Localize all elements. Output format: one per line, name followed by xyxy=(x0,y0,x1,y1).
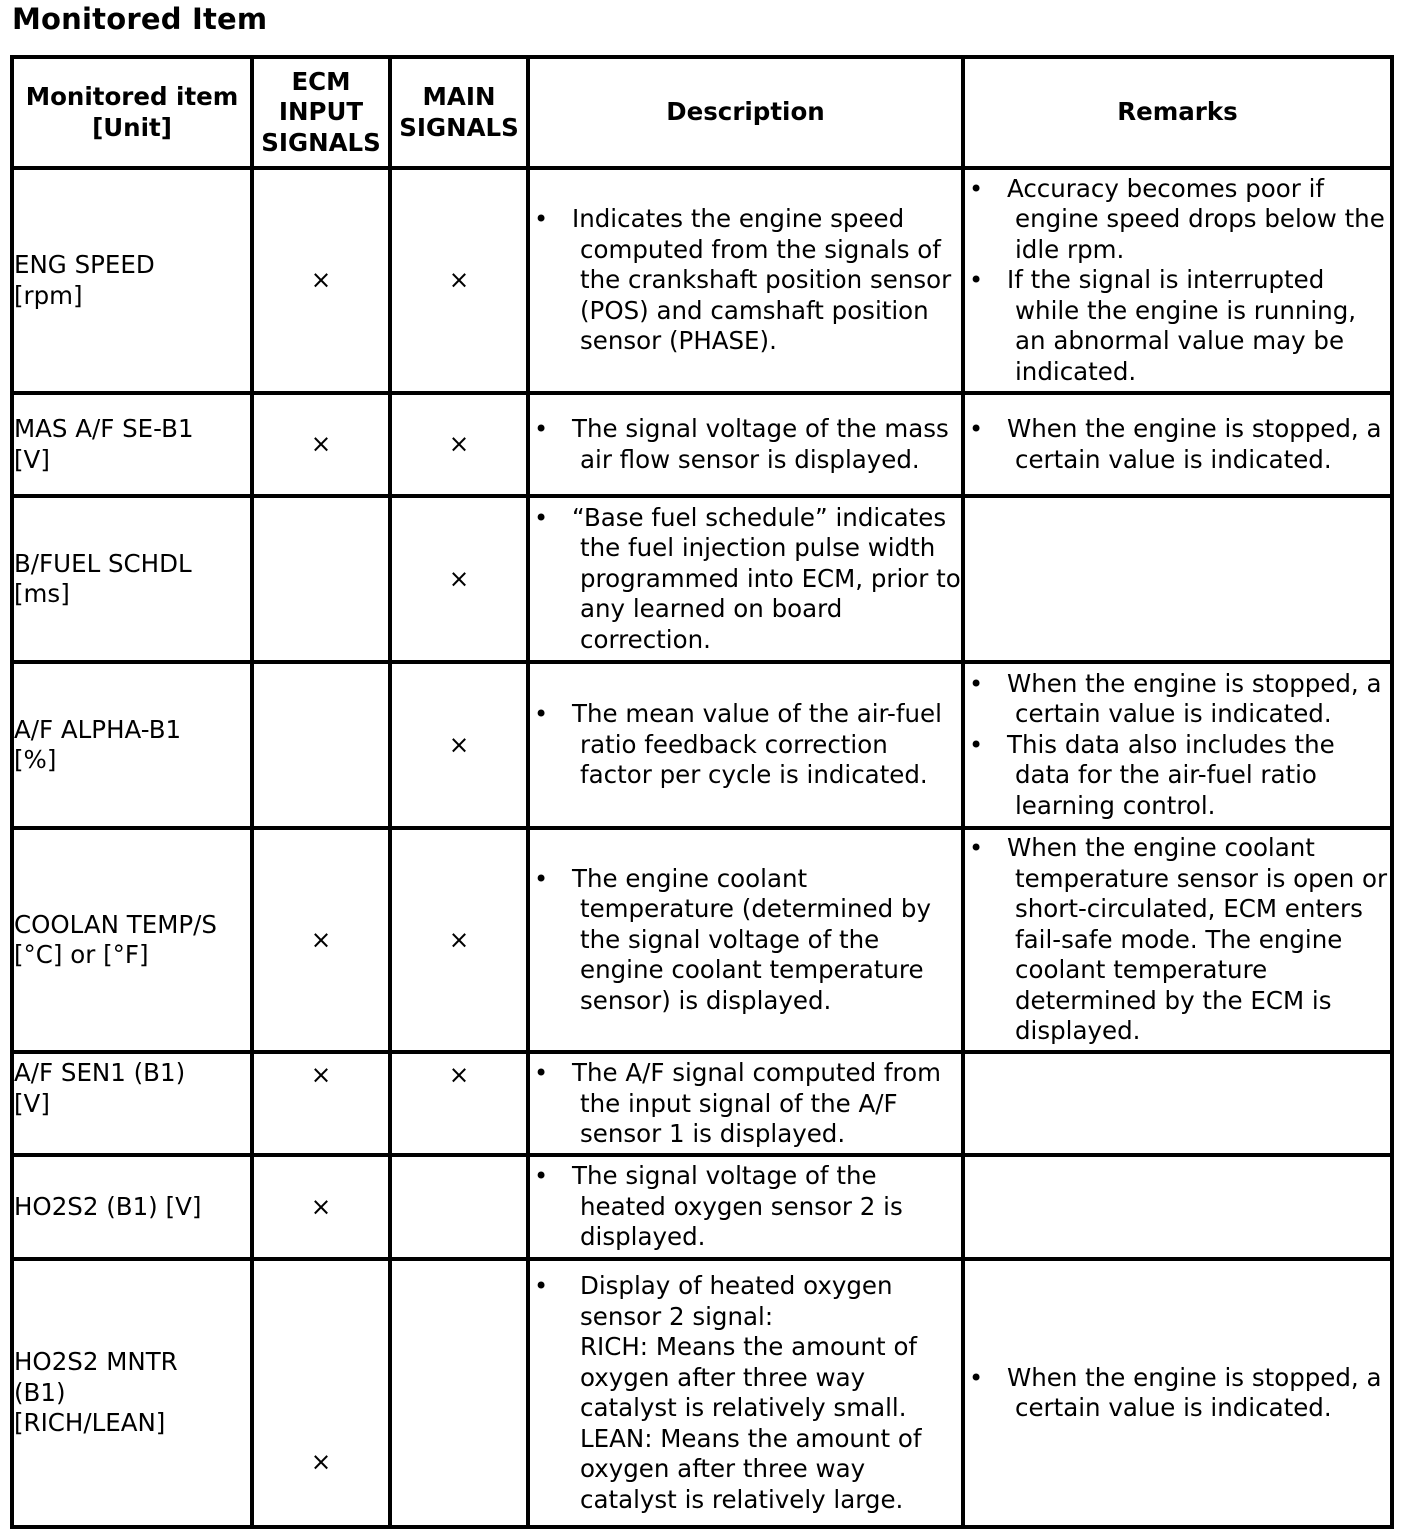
remark-bullet: • When the engine is stopped, a certain value is indicated. xyxy=(965,414,1390,475)
main-signal-mark: × xyxy=(390,662,528,828)
remark-bullet: • This data also includes the data for the air-fuel ratio learning control. xyxy=(965,730,1390,822)
monitored-item-cell xyxy=(12,496,252,662)
table-row xyxy=(12,828,1392,1052)
ecm-input-mark: × xyxy=(252,1155,390,1259)
ecm-input-mark: × xyxy=(252,1052,390,1155)
description-bullet: • “Base fuel schedule” indicates the fuel injection pulse width programmed into ECM, prior to any learned on board correction. xyxy=(530,503,961,656)
ecm-input-mark: × xyxy=(252,1259,390,1527)
description-bullet: • The signal voltage of the heated oxygen sensor 2 is displayed. xyxy=(530,1161,961,1253)
remarks-cell xyxy=(963,828,1392,1052)
remark-bullet: • Accuracy becomes poor if engine speed drops below the idle rpm. xyxy=(965,174,1390,266)
header-monitored-item xyxy=(12,57,252,168)
item-unit: [V] xyxy=(14,444,50,474)
description-cell xyxy=(528,393,963,496)
remarks-cell xyxy=(963,1155,1392,1259)
item-name: HO2S2 (B1) [V] xyxy=(14,1191,202,1221)
main-signal-mark xyxy=(390,1155,528,1259)
header-item-line1: Monitored item xyxy=(25,82,239,111)
header-item-line2: [Unit] xyxy=(92,112,172,142)
header-main-line2: SIGNALS xyxy=(399,112,519,142)
header-ecm-line3: SIGNALS xyxy=(261,127,381,157)
header-main-line1: MAIN xyxy=(422,82,496,111)
description-cell xyxy=(528,828,963,1052)
item-name: HO2S2 MNTR xyxy=(14,1347,178,1377)
item-name: MAS A/F SE-B1 xyxy=(14,414,194,443)
table-row xyxy=(12,1155,1392,1259)
header-ecm-input-signals xyxy=(252,57,390,168)
monitored-item-cell xyxy=(12,1155,252,1259)
main-signal-mark: × xyxy=(390,168,528,393)
item-unit: [RICH/LEAN] xyxy=(14,1408,166,1438)
description-cell xyxy=(528,496,963,662)
table-row xyxy=(12,496,1392,662)
description-bullet: • The mean value of the air-fuel ratio feedback correction factor per cycle is indicated. xyxy=(530,699,961,791)
description-lean: LEAN: Means the amount of oxygen after three way catalyst is relatively large. xyxy=(580,1423,922,1514)
ecm-input-mark: × xyxy=(252,828,390,1052)
remark-bullet: • When the engine is stopped, a certain value is indicated. xyxy=(965,669,1390,730)
item-bank: (B1) xyxy=(14,1377,66,1407)
remarks-cell xyxy=(963,496,1392,662)
item-unit: [%] xyxy=(14,745,57,774)
table-row xyxy=(12,1052,1392,1155)
description-cell xyxy=(528,662,963,828)
item-name: A/F SEN1 (B1) xyxy=(14,1058,186,1087)
remarks-cell xyxy=(963,1259,1392,1527)
header-description: Description xyxy=(528,57,963,168)
description-rich: RICH: Means the amount of oxygen after three way catalyst is relatively small. xyxy=(580,1332,918,1422)
ecm-input-mark: × xyxy=(252,393,390,496)
main-signal-mark: × xyxy=(390,1052,528,1155)
description-cell xyxy=(528,1155,963,1259)
header-main-signals xyxy=(390,57,528,168)
item-name: A/F ALPHA-B1 xyxy=(14,714,182,744)
item-unit: [ms] xyxy=(14,579,70,608)
description-bullet: • The signal voltage of the mass air flow sensor is displayed. xyxy=(530,414,961,475)
monitored-item-cell xyxy=(12,1259,252,1527)
ecm-input-mark xyxy=(252,662,390,828)
header-remarks: Remarks xyxy=(963,57,1392,168)
monitored-item-cell xyxy=(12,393,252,496)
table-row xyxy=(12,1259,1392,1527)
table-row xyxy=(12,393,1392,496)
remarks-cell xyxy=(963,1052,1392,1155)
item-name: B/FUEL SCHDL xyxy=(14,548,192,578)
item-unit: [°C] or [°F] xyxy=(14,940,149,969)
description-cell xyxy=(528,1052,963,1155)
monitored-item-table xyxy=(10,55,1394,1529)
main-signal-mark: × xyxy=(390,828,528,1052)
main-signal-mark xyxy=(390,1259,528,1527)
monitored-item-cell xyxy=(12,168,252,393)
monitored-item-cell xyxy=(12,662,252,828)
description-bullet: • Indicates the engine speed computed from the signals of the crankshaft position sensor (POS) and camshaft position sensor (PHASE). xyxy=(530,204,961,357)
page-title: Monitored Item xyxy=(12,2,268,36)
ecm-input-mark: × xyxy=(252,168,390,393)
description-cell xyxy=(528,1259,963,1527)
description-cell xyxy=(528,168,963,393)
remarks-cell xyxy=(963,662,1392,828)
header-ecm-line1: ECM xyxy=(291,66,351,96)
header-row xyxy=(12,57,1392,168)
remarks-cell xyxy=(963,168,1392,393)
main-signal-mark: × xyxy=(390,496,528,662)
table-row xyxy=(12,662,1392,828)
ecm-input-mark xyxy=(252,496,390,662)
remark-bullet: • If the signal is interrupted while the engine is running, an abnormal value may be indicated. xyxy=(965,265,1390,387)
header-ecm-line2: INPUT xyxy=(278,97,364,127)
description-bullet: • The engine coolant temperature (determined by the signal voltage of the engine coolant temperature sensor) is displayed. xyxy=(530,864,961,1017)
item-unit: [V] xyxy=(14,1088,50,1118)
remark-bullet: • When the engine is stopped, a certain value is indicated. xyxy=(965,1363,1390,1424)
remark-bullet: • When the engine coolant temperature sensor is open or short-circulated, ECM enters fail-safe mode. The engine coolant temperature determined by the ECM is displayed. xyxy=(965,833,1390,1047)
description-intro: • Display of heated oxygen sensor 2 signal: xyxy=(580,1271,893,1331)
item-name: ENG SPEED xyxy=(14,250,155,279)
monitored-item-cell xyxy=(12,828,252,1052)
table-row xyxy=(12,168,1392,393)
remarks-cell xyxy=(963,393,1392,496)
main-signal-mark: × xyxy=(390,393,528,496)
item-unit: [rpm] xyxy=(14,280,83,310)
description-bullet: • The A/F signal computed from the input signal of the A/F sensor 1 is displayed. xyxy=(530,1058,961,1150)
description-bullet xyxy=(530,1271,961,1515)
monitored-item-cell xyxy=(12,1052,252,1155)
item-name: COOLAN TEMP/S xyxy=(14,909,217,939)
